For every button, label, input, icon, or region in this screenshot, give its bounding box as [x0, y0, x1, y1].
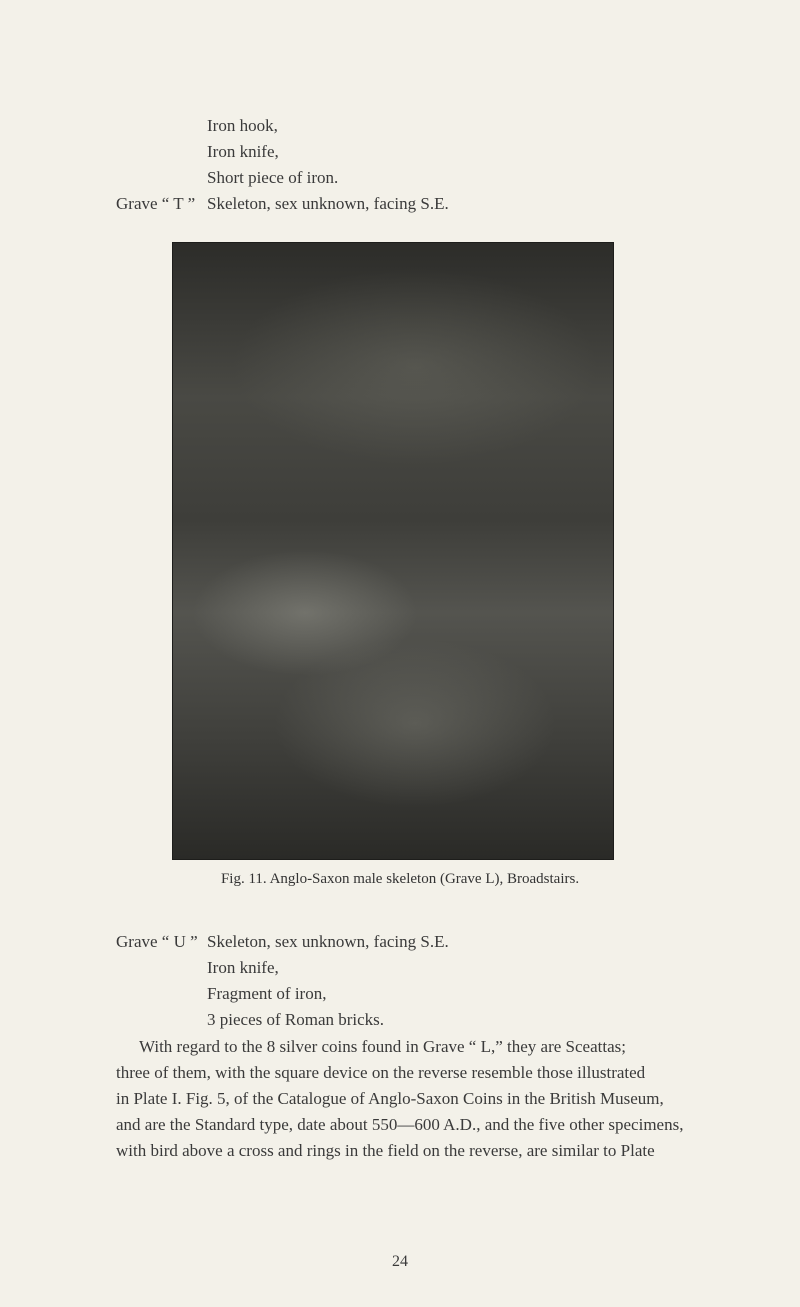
grave-t-item-knife: Iron knife, — [207, 142, 279, 161]
skeleton-photograph — [172, 242, 614, 860]
page-number: 24 — [392, 1253, 408, 1270]
grave-t-item-iron: Short piece of iron. — [207, 168, 339, 187]
grave-u-bricks: 3 pieces of Roman bricks. — [207, 1010, 385, 1029]
grave-t-item-hook: Iron hook, — [207, 116, 278, 135]
paragraph-line-5: with bird above a cross and rings in the field on the reverse, are similar to Plate — [116, 1141, 655, 1160]
grave-t-description: Skeleton, sex unknown, facing S.E. — [207, 194, 449, 213]
paragraph-line-4: and are the Standard type, date about 550—600 A.D., and the five other specimens, — [116, 1115, 684, 1134]
figure-caption: Fig. 11. Anglo-Saxon male skeleton (Grave L), Broadstairs. — [220, 871, 580, 887]
grave-u-label: Grave “ U ” — [116, 932, 198, 951]
paragraph-line-3: in Plate I. Fig. 5, of the Catalogue of Anglo-Saxon Coins in the British Museum, — [116, 1089, 664, 1108]
paragraph-line-2: three of them, with the square device on the reverse resemble those illustrated — [116, 1063, 646, 1082]
grave-u-knife: Iron knife, — [207, 958, 279, 977]
grave-u-fragment: Fragment of iron, — [207, 984, 327, 1003]
paragraph-line-1: With regard to the 8 silver coins found in Grave “ L,” they are Sceattas; — [139, 1037, 626, 1056]
grave-t-label: Grave “ T ” — [116, 194, 196, 213]
grave-u-skeleton: Skeleton, sex unknown, facing S.E. — [207, 932, 449, 951]
